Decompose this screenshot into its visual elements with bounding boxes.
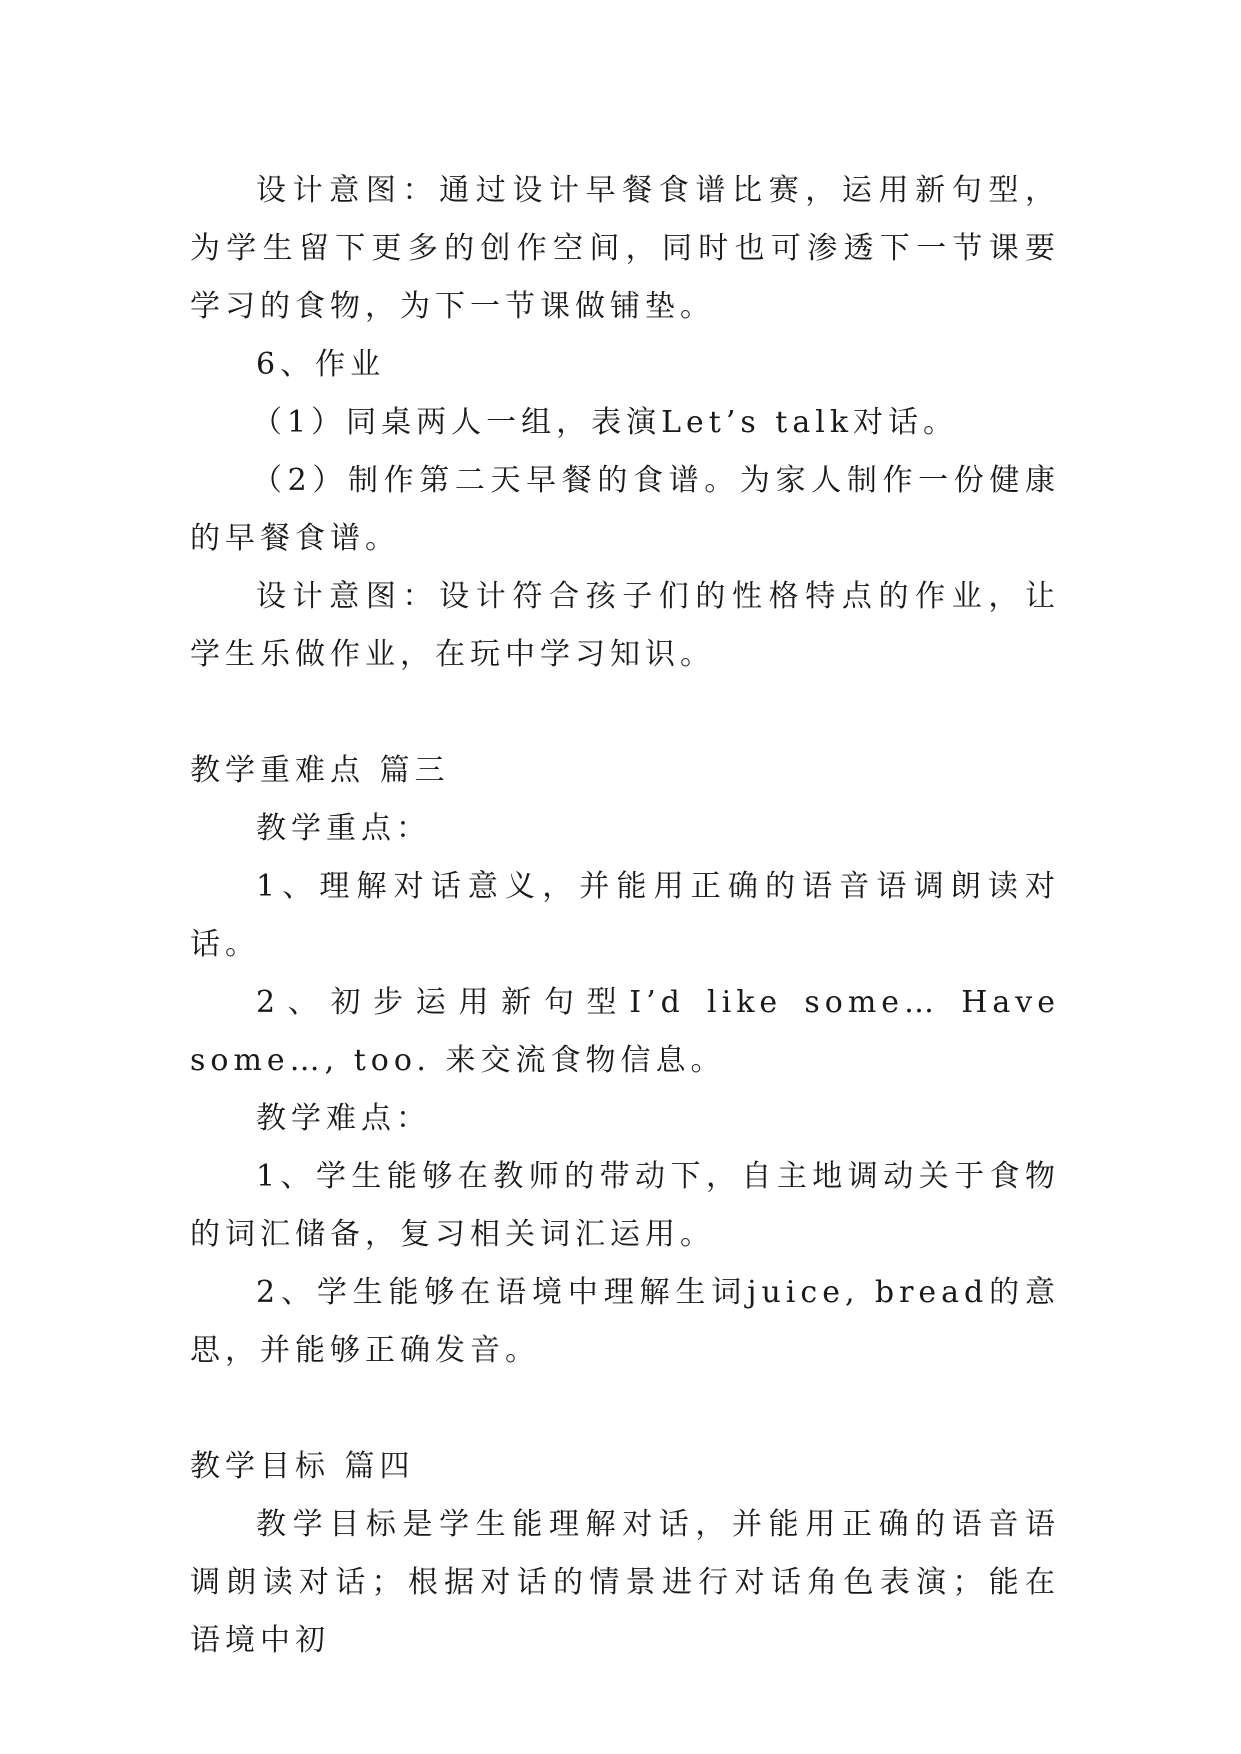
- paragraph-difficult-point-1: 1、学生能够在教师的带动下，自主地调动关于食物的词汇储备，复习相关词汇运用。: [190, 1159, 1060, 1252]
- paragraph-difficult-point-2: 2、学生能够在语境中理解生词juice, bread的意思，并能够正确发音。: [190, 1275, 1060, 1368]
- paragraph-homework-title: 6、作业: [256, 347, 386, 382]
- paragraph-difficult-points-label: 教学难点：: [256, 1101, 431, 1136]
- section-heading-teaching-goals: 教学目标 篇四: [190, 1449, 415, 1484]
- paragraph-key-points-label: 教学重点：: [256, 811, 431, 846]
- paragraph-key-point-2: 2、初步运用新句型I’d like some… Have some…, too. 来交流食物信息。: [190, 985, 1060, 1078]
- section-gap: [190, 684, 1060, 742]
- paragraph-homework-item-2: （2）制作第二天早餐的食谱。为家人制作一份健康的早餐食谱。: [190, 463, 1060, 556]
- paragraph-key-point-1: 1、理解对话意义，并能用正确的语音语调朗读对话。: [190, 869, 1060, 962]
- paragraph-teaching-goals: 教学目标是学生能理解对话，并能用正确的语音语调朗读对话；根据对话的情景进行对话角色表演；能在语境中初: [190, 1507, 1060, 1658]
- paragraph-homework-item-1: （1）同桌两人一组，表演Let’s talk对话。: [252, 405, 959, 440]
- document-body: [190, 162, 1060, 1670]
- paragraph-design-intent-2: 设计意图：设计符合孩子们的性格特点的作业，让学生乐做作业，在玩中学习知识。: [190, 579, 1060, 672]
- section-gap: [190, 1380, 1060, 1438]
- section-heading-key-difficult-points: 教学重难点 篇三: [190, 753, 450, 788]
- paragraph-design-intent-1: 设计意图：通过设计早餐食谱比赛，运用新句型，为学生留下更多的创作空间，同时也可渗透下一节课要学习的食物，为下一节课做铺垫。: [190, 173, 1060, 324]
